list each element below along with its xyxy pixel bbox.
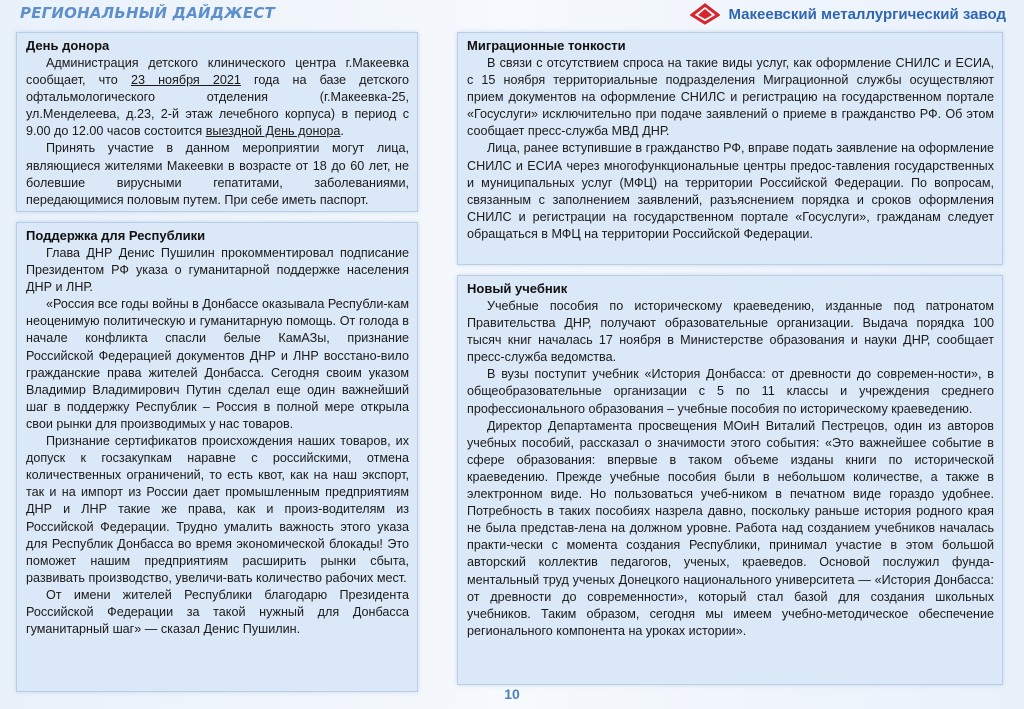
header-bar xyxy=(0,0,1024,28)
donor-date: 23 ноября 2021 xyxy=(130,73,241,88)
section-title: РЕГИОНАЛЬНЫЙ ДАЙДЖЕСТ xyxy=(20,4,275,22)
article-paragraph xyxy=(26,55,409,140)
article-donor-day xyxy=(16,32,418,212)
mmz-logo-icon xyxy=(690,3,720,25)
article-paragraph: В вузы поступит учебник «История Донбасса: от древности до современ-ности», в общеобразовательные организации с 5 по 11 классы и учреждения среднего профессионального образования – учебные пособия по историческому краеведению. xyxy=(467,367,994,416)
text-span: . xyxy=(340,124,344,139)
article-new-textbook xyxy=(457,275,1003,685)
article-title: Миграционные тонкости xyxy=(467,38,626,53)
article-paragraph: Глава ДНР Денис Пушилин прокомментировал подписание Президентом РФ указа о гуманитарной поддержке населения ДНР и ЛНР. xyxy=(26,246,409,295)
article-paragraph: Учебные пособия по историческому краеведению, изданные под патронатом Правительства ДНР, получают образовательные организации. Выдача порядка 100 тысяч книг началась 17 ноября в Министерстве образования и науки ДНР, сообщает пресс-служба ведомства. xyxy=(467,299,994,365)
page-number: 10 xyxy=(504,686,520,702)
brand-name: Макеевский металлургический завод xyxy=(728,5,1006,23)
article-migration xyxy=(457,32,1003,265)
article-paragraph: Признание сертификатов происхождения наших товаров, их допуск к госзакупкам наравне с российскими, отмена количественных ограничений, то есть квот, как на наш экспорт, так и на импорт из России дает промышленным предприятиям ДНР и ЛНР такие же права, как и произ-водителям из Российской Федерации. Трудно умалить важность этого указа для Республик Донбасса во время экономической блокады! Это поможет нашим предприятиям расширить рынки сбыта, развивать производство, увеличи-вать количество рабочих мест. xyxy=(26,434,409,585)
article-republic-support xyxy=(16,222,418,692)
article-paragraph: Принять участие в данном мероприятии могут лица, являющиеся жителями Макеевки в возрасте от 18 до 60 лет, не болевшие вирусными гепатитами, заболеваниями, передающимися половым путем. При себе иметь паспорт. xyxy=(26,141,409,207)
article-title: Поддержка для Республики xyxy=(26,228,206,243)
article-title: День донора xyxy=(26,38,110,53)
article-paragraph: В связи с отсутствием спроса на такие виды услуг, как оформление СНИЛС и ЕСИА, с 15 ноября территориальные подразделения Миграционной службы осуществляют прием документов на оформление СНИЛС и регистрацию на государственном портале «Госуслуги» исключительно при подаче заявлений о приеме в гражданство РФ. Об этом сообщает пресс-служба МВД ДНР. xyxy=(467,56,994,139)
article-paragraph: От имени жителей Республики благодарю Президента Российской Федерации за такой нужный для Донбасса гуманитарный шаг» — сказал Денис Пушилин. xyxy=(26,587,409,637)
article-paragraph: «Россия все годы войны в Донбассе оказывала Республи-кам неоценимую политическую и гуманитарную помощь. От голода в начале конфликта спасли белые КамАЗы, признание Российской Федерацией документов ДНР и ЛНР восстано-вило гражданские права жителей Донбасса. Сегодня своим указом Владимир Владимирович Путин сделал еще один важнейший шаг в поддержку Республик – Россия в полной мере открыла свои рынки для производимых у нас товаров. xyxy=(26,297,409,431)
article-paragraph: Директор Департамента просвещения МОиН Виталий Пестрецов, один из авторов учебных пособий, рассказал о значимости этого события: «Это важнейшее событие в сфере образования: впервые в таком объеме изданы книги по исторической краеведению. Прежде учебные пособия были в небольшом количестве, а также в электронном виде. Но пользоваться учеб-ником в печатном виде гораздо удобнее. Потребность в таких пособиях назрела давно, поскольку раньше история родного края не была представ-лена на должном уровне. Работа над созданием учебников началась практи-чески с момента создания Республики, принимал участие в этом большой авторский коллектив педагогов, ученых, краеведов. Основой послужил фунда-ментальный труд ученых Донецкого национального университета — «История Донбасса: от древности до современности», который стал базой для создания школьных учебников. Таким образом, сегодня мы имеем учебно-методическое обеспечение регионального компонента на уроках истории». xyxy=(467,418,994,638)
article-title: Новый учебник xyxy=(467,281,568,296)
text-span: года на базе детского офтальмологического отделения (г.Макеевка-25, ул.Менделеева, д.23, 2-й этаж лечебного корпуса) в период с 9.00 до 12.00 часов состоится xyxy=(26,73,410,139)
donor-event: выездной День донора xyxy=(205,124,341,139)
brand xyxy=(690,3,1006,25)
text-span: Администрация детского клинического центра г.Макеевка сообщает, что xyxy=(26,56,409,88)
article-paragraph: Лица, ранее вступившие в гражданство РФ, вправе подать заявление на оформление СНИЛС и ЕСИА через многофункциональные центры предос-тавления государственных и муниципальных услуг (МФЦ) на территории Российской Федерации. По вопросам, связанным с заполнением заявлений, разъяснением порядка и сроков оформления СНИЛС и регистрации на государственном портале «Госуслуги», гражданам следует обращаться в МФЦ на территории Российской Федерации. xyxy=(467,141,994,241)
